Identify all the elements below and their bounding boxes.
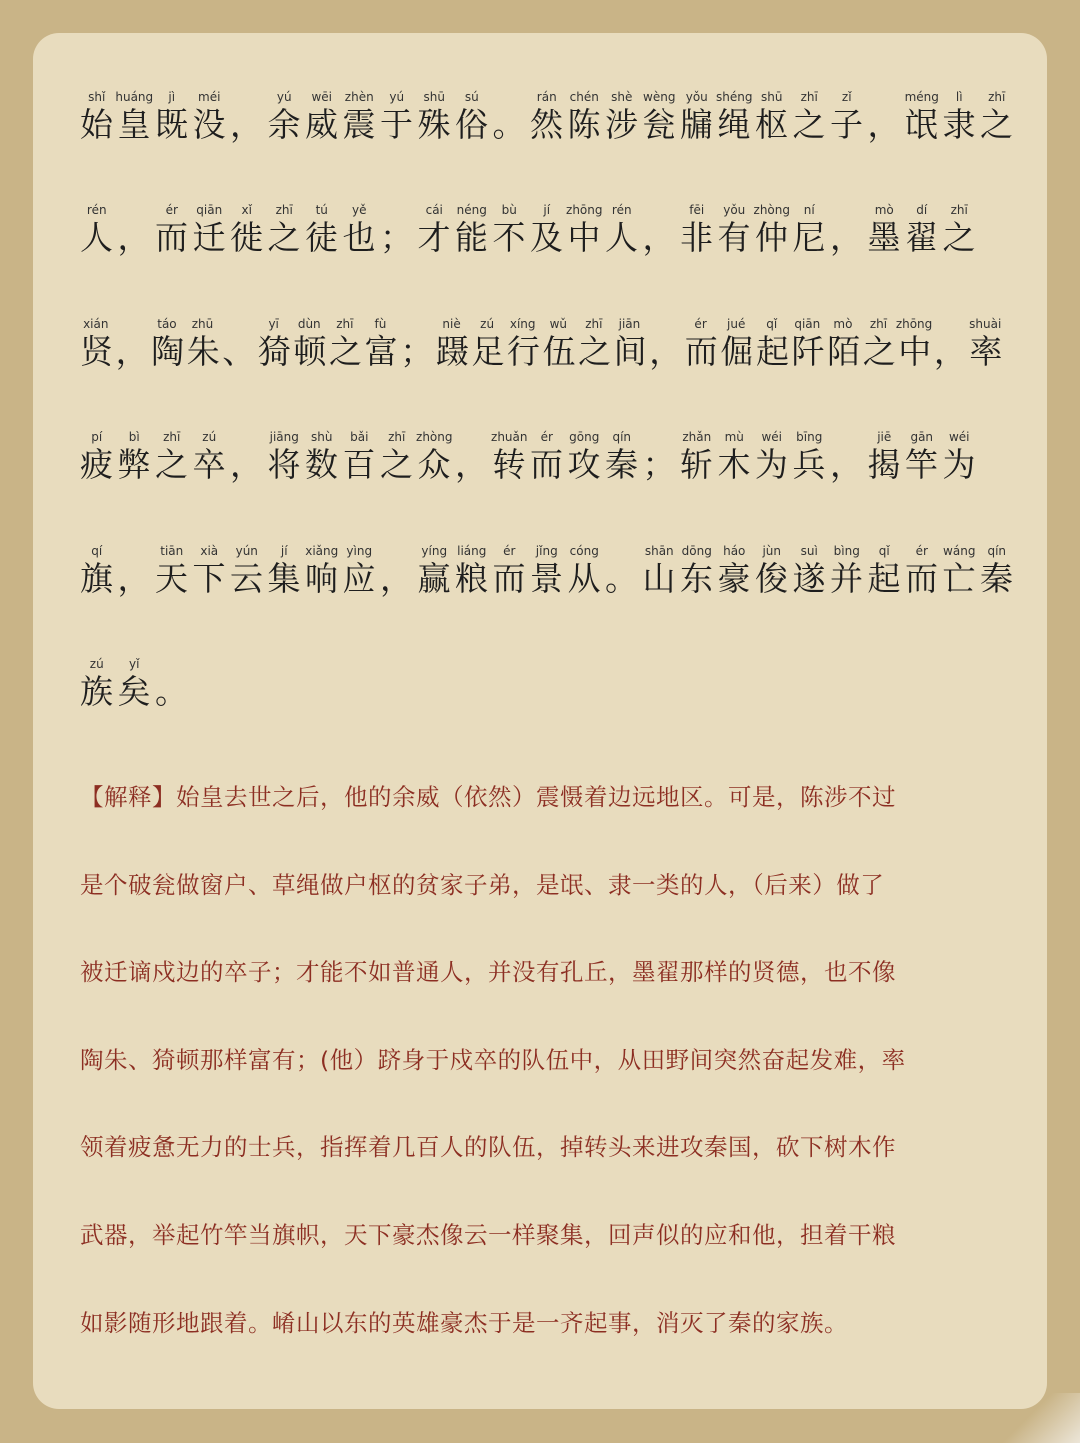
pinyin-syllable: wǔ <box>549 316 567 331</box>
pinyin-syllable: pí <box>91 430 103 445</box>
pinyin-syllable: yìng <box>346 543 373 558</box>
pinyin-syllable: méng <box>904 90 939 104</box>
pinyin-syllable: tiān <box>160 543 184 558</box>
pinyin-syllable: tú <box>315 203 328 218</box>
pinyin-syllable: shuài <box>969 316 1002 331</box>
pinyin-syllable: zhī <box>163 430 181 445</box>
pinyin-syllable: gōng <box>569 430 600 445</box>
pinyin-syllable: wáng <box>943 543 976 558</box>
classical-hanzi: 旗，天下云集响应，赢粮而景从。山东豪俊遂并起而亡秦 <box>80 558 1018 598</box>
pinyin-syllable: cóng <box>569 543 599 558</box>
pinyin-syllable: xiǎng <box>305 543 339 558</box>
pinyin-syllable: mò <box>874 203 894 218</box>
pinyin-syllable: zhèn <box>344 90 374 104</box>
pinyin-syllable: niè <box>442 316 461 331</box>
pinyin-syllable: yú <box>389 90 405 104</box>
pinyin-syllable: qiān <box>196 203 223 218</box>
classical-text-block <box>80 90 1018 770</box>
pinyin-syllable: bìng <box>833 543 860 558</box>
pinyin-syllable: suì <box>800 543 818 558</box>
pinyin-syllable: bǎi <box>350 430 369 445</box>
pinyin-syllable: jiān <box>618 316 641 331</box>
pinyin-syllable: jǐng <box>535 543 558 558</box>
pinyin-syllable: xián <box>83 316 109 331</box>
pinyin-syllable: dōng <box>681 543 712 558</box>
pinyin-syllable: shū <box>423 90 445 104</box>
pinyin-syllable: wéi <box>948 430 970 445</box>
classical-hanzi: 族矣。 <box>80 671 193 711</box>
pinyin-syllable: zhòng <box>753 203 790 218</box>
pinyin-syllable: yě <box>352 203 367 218</box>
pinyin-syllable: ér <box>915 543 928 558</box>
pinyin-syllable: jì <box>168 90 176 104</box>
pinyin-syllable: ér <box>165 203 178 218</box>
pinyin-syllable: zhuǎn <box>491 430 528 445</box>
pinyin-syllable: ní <box>803 203 815 218</box>
explanation-line: 陶朱、猗顿那样富有；(他）跻身于戍卒的队伍中，从田野间突然奋起发难，率 <box>80 1045 906 1074</box>
pinyin-syllable: zhī <box>800 90 818 104</box>
pinyin-syllable: qǐ <box>766 316 778 331</box>
pinyin-syllable: zhī <box>988 90 1006 104</box>
pinyin-syllable: jiē <box>877 430 892 445</box>
pinyin-syllable: jí <box>280 543 288 558</box>
pinyin-syllable: yǐ <box>129 656 140 671</box>
pinyin-syllable: wēi <box>311 90 333 104</box>
pinyin-syllable: shù <box>311 430 333 445</box>
explanation-block <box>80 772 1000 1385</box>
pinyin-syllable: rán <box>536 90 557 104</box>
pinyin-syllable: wèng <box>643 90 676 104</box>
pinyin-syllable: sú <box>464 90 479 104</box>
pinyin-syllable: chén <box>569 90 599 104</box>
pinyin-syllable: yún <box>235 543 258 558</box>
classical-line <box>80 657 1005 770</box>
explanation-line: 如影随形地跟着。崤山以东的英雄豪杰于是一齐起事，消灭了秦的家族。 <box>80 1308 848 1337</box>
pinyin-syllable: zú <box>202 430 217 445</box>
pinyin-syllable: yǒu <box>723 203 746 218</box>
explanation-line: 武器，举起竹竿当旗帜，天下豪杰像云一样聚集，回声似的应和他，担着干粮 <box>80 1220 896 1249</box>
pinyin-syllable: gān <box>910 430 934 445</box>
pinyin-syllable: shéng <box>716 90 753 104</box>
pinyin-syllable: mù <box>724 430 744 445</box>
pinyin-syllable: xǐ <box>241 203 252 218</box>
pinyin-syllable: zú <box>89 656 104 671</box>
pinyin-syllable: rén <box>86 203 107 218</box>
pinyin-syllable: qǐ <box>878 543 890 558</box>
pinyin-syllable: yú <box>276 90 292 104</box>
classical-line <box>80 543 1018 657</box>
classical-line <box>80 90 1018 203</box>
pinyin-syllable: shān <box>644 543 674 558</box>
pinyin-syllable: shǐ <box>88 90 106 104</box>
pinyin-syllable: shè <box>611 90 633 104</box>
pinyin-syllable: zhī <box>869 316 888 331</box>
pinyin-syllable: zhū <box>191 316 214 331</box>
pinyin-syllable: yíng <box>421 543 448 558</box>
pinyin-syllable: ér <box>540 430 553 445</box>
classical-line <box>80 317 1005 430</box>
classical-hanzi: 人，而迁徙之徒也；才能不及中人，非有仲尼，墨翟之 <box>80 218 980 258</box>
pinyin-syllable: bīng <box>796 430 823 445</box>
pinyin-syllable: bì <box>128 430 140 445</box>
classical-hanzi: 始皇既没，余威震于殊俗。然陈涉瓮牖绳枢之子，氓隶之 <box>80 105 1018 144</box>
pinyin-syllable: táo <box>157 316 177 331</box>
classical-hanzi: 疲弊之卒，将数百之众，转而攻秦；斩木为兵，揭竿为 <box>80 445 980 485</box>
pinyin-syllable: mò <box>833 316 853 331</box>
pinyin-syllable: qiān <box>794 316 821 331</box>
pinyin-syllable: méi <box>198 90 221 104</box>
pinyin-syllable: cái <box>425 203 443 218</box>
pinyin-syllable: bù <box>501 203 517 218</box>
pinyin-syllable: zhī <box>275 203 293 218</box>
pinyin-syllable: xià <box>200 543 219 558</box>
pinyin-syllable: ér <box>503 543 516 558</box>
pinyin-syllable: zhōng <box>895 316 933 331</box>
pinyin-syllable: zhī <box>388 430 406 445</box>
pinyin-syllable: liáng <box>457 543 487 558</box>
pinyin-syllable: zhǎn <box>682 430 712 445</box>
pinyin-syllable: jùn <box>762 543 782 558</box>
page-curl-decoration <box>1000 1393 1080 1443</box>
pinyin-syllable: háo <box>723 543 746 558</box>
explanation-line: 是个破瓮做窗户、草绳做户枢的贫家子弟，是氓、隶一类的人，（后来）做了 <box>80 870 885 899</box>
pinyin-syllable: yī <box>268 316 279 331</box>
pinyin-syllable: dùn <box>297 316 321 331</box>
explanation-line: 领着疲惫无力的士兵，指挥着几百人的队伍，掉转头来进攻秦国，砍下树木作 <box>80 1133 896 1162</box>
pinyin-syllable: zhōng <box>566 203 603 218</box>
pinyin-syllable: néng <box>456 203 487 218</box>
pinyin-syllable: zhī <box>585 316 603 331</box>
pinyin-syllable: fēi <box>689 203 705 218</box>
pinyin-syllable: jiāng <box>269 430 299 445</box>
classical-line <box>80 203 1005 316</box>
pinyin-syllable: zhī <box>336 316 354 331</box>
pinyin-syllable: dí <box>916 203 928 218</box>
pinyin-syllable: qín <box>987 543 1007 558</box>
pinyin-syllable: jué <box>727 316 746 331</box>
pinyin-row <box>80 657 1005 675</box>
pinyin-syllable: lì <box>955 90 963 104</box>
pinyin-syllable: jí <box>543 203 551 218</box>
classical-line <box>80 430 1005 543</box>
pinyin-syllable: zú <box>480 316 495 331</box>
classical-hanzi: 贤，陶朱、猗顿之富；蹑足行伍之间，而倔起阡陌之中，率 <box>80 331 1005 371</box>
pinyin-syllable: shū <box>761 90 783 104</box>
pinyin-syllable: zǐ <box>841 90 852 104</box>
pinyin-syllable: zhòng <box>416 430 453 445</box>
pinyin-syllable: ér <box>694 316 707 331</box>
pinyin-syllable: huáng <box>115 90 154 104</box>
pinyin-syllable: qí <box>91 543 103 558</box>
pinyin-syllable: qín <box>612 430 632 445</box>
pinyin-syllable: fù <box>374 316 387 331</box>
pinyin-syllable: zhī <box>950 203 968 218</box>
pinyin-syllable: yǒu <box>685 90 708 104</box>
pinyin-syllable: xíng <box>509 316 536 331</box>
pinyin-syllable: rén <box>611 203 632 218</box>
explanation-line: 【解释】始皇去世之后，他的余威（依然）震慑着边远地区。可是，陈涉不过 <box>80 783 896 811</box>
pinyin-syllable: wéi <box>761 430 783 445</box>
explanation-line: 被迁谪戍边的卒子；才能不如普通人，并没有孔丘，墨翟那样的贤德，也不像 <box>80 958 896 987</box>
